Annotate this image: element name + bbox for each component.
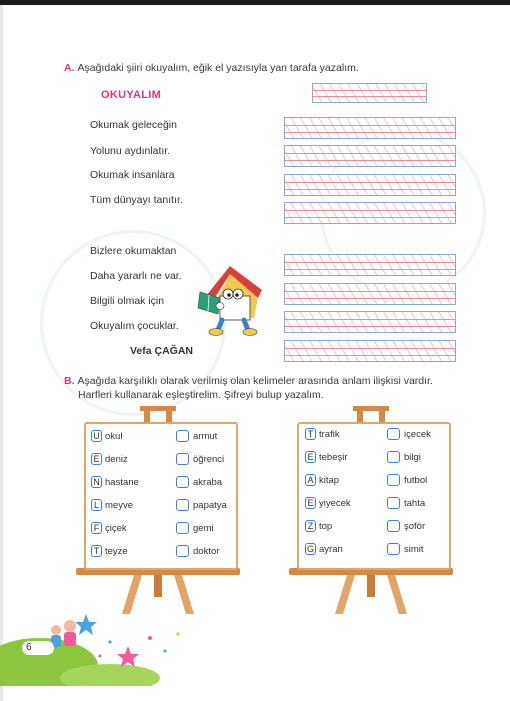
word-label: hastane	[105, 476, 139, 488]
poem-author: Vefa ÇAĞAN	[130, 345, 194, 357]
match-item-left	[91, 544, 128, 558]
section-b-title	[64, 374, 433, 388]
section-a-title	[64, 61, 359, 75]
answer-box[interactable]	[176, 545, 189, 557]
word-label: doktor	[193, 545, 220, 557]
letter-box[interactable]: A	[305, 474, 316, 486]
writing-box[interactable]	[284, 254, 456, 276]
answer-box[interactable]	[176, 453, 189, 465]
match-item-right	[387, 542, 424, 556]
letter-box[interactable]: E	[91, 453, 102, 465]
writing-box[interactable]	[284, 340, 456, 362]
poem-line: Bilgili olmak için	[90, 295, 165, 307]
answer-box[interactable]	[176, 476, 189, 488]
section-b-instruction-line1: Aşağıda karşılıklı olarak verilmiş olan kelimeler arasında anlam ilişkisi vardır.	[77, 375, 433, 387]
section-b-instruction-line2: Harfleri kullanarak eşleştirelim. Şifreyi bulup yazalım.	[78, 389, 324, 401]
word-label: simit	[404, 543, 424, 555]
answer-box[interactable]	[387, 520, 400, 532]
match-item-right	[176, 498, 227, 512]
match-item-left	[91, 452, 128, 466]
word-label: içecek	[404, 428, 431, 440]
poem-line: Okuyalım çocuklar.	[90, 320, 179, 332]
word-label: trafik	[319, 428, 340, 440]
word-label: armut	[193, 430, 218, 442]
word-label: tahta	[404, 497, 426, 509]
letter-box[interactable]: L	[91, 499, 102, 511]
word-label: futbol	[404, 474, 428, 486]
letter-box[interactable]: U	[91, 430, 102, 442]
word-label: öğrenci	[193, 453, 225, 465]
match-item-right	[176, 521, 214, 535]
answer-box[interactable]	[387, 451, 400, 463]
match-item-left	[305, 542, 343, 556]
match-item-left	[91, 475, 139, 489]
section-a-instruction: Aşağıdaki şiiri okuyalım, eğik el yazısıyla yan tarafa yazalım.	[77, 62, 359, 74]
word-label: kitap	[319, 474, 340, 486]
match-item-right	[387, 473, 427, 487]
answer-box[interactable]	[176, 430, 189, 442]
match-item-right	[176, 475, 222, 489]
match-item-left	[305, 427, 340, 441]
writing-box[interactable]	[284, 311, 456, 333]
word-label: top	[319, 520, 333, 532]
answer-box[interactable]	[176, 499, 189, 511]
match-item-left	[305, 519, 332, 533]
match-item-right	[176, 429, 217, 443]
title-writing-box[interactable]	[312, 83, 427, 103]
scan-top-edge	[0, 0, 510, 5]
writing-box[interactable]	[284, 117, 456, 139]
match-item-right	[387, 519, 425, 533]
match-item-left	[305, 496, 351, 510]
answer-box[interactable]	[176, 522, 189, 534]
word-label: yiyecek	[319, 497, 351, 509]
poem-line: Bizlere okumaktan	[90, 245, 177, 257]
section-b-letter: B.	[64, 375, 75, 387]
match-item-left	[91, 498, 133, 512]
poem-line: Okumak geleceğin	[90, 119, 177, 131]
section-a-letter: A.	[64, 62, 75, 74]
letter-box[interactable]: Z	[305, 520, 316, 532]
word-label: ayran	[319, 543, 343, 555]
word-label: çiçek	[105, 522, 127, 534]
book-mascot-illustration	[196, 262, 268, 338]
letter-box[interactable]: F	[91, 522, 102, 534]
match-item-right	[387, 496, 425, 510]
letter-box[interactable]: N	[91, 476, 102, 488]
answer-box[interactable]	[387, 543, 400, 555]
word-label: tebeşir	[319, 451, 348, 463]
writing-box[interactable]	[284, 202, 456, 224]
word-label: gemi	[193, 522, 214, 534]
letter-box[interactable]: T	[91, 545, 102, 557]
match-item-left	[91, 429, 122, 443]
word-label: okul	[105, 430, 123, 442]
poem-line: Okumak insanlara	[90, 169, 175, 181]
match-item-right	[387, 427, 431, 441]
word-label: şoför	[404, 520, 426, 532]
writing-box[interactable]	[284, 283, 456, 305]
letter-box[interactable]: E	[305, 451, 316, 463]
word-label: bilgi	[404, 451, 421, 463]
answer-box[interactable]	[387, 428, 400, 440]
match-item-right	[176, 452, 224, 466]
letter-box[interactable]: G	[306, 544, 314, 554]
word-label: deniz	[105, 453, 128, 465]
answer-box[interactable]	[387, 497, 400, 509]
letter-box[interactable]: E	[305, 497, 316, 509]
poem-line: Yolunu aydınlatır.	[90, 145, 171, 157]
match-item-left	[305, 450, 348, 464]
writing-box[interactable]	[284, 174, 456, 196]
poem-title: OKUYALIM	[101, 89, 162, 101]
page-number: 6	[22, 641, 54, 655]
poem-line: Tüm dünyayı tanıtır.	[90, 194, 183, 206]
answer-box[interactable]	[387, 474, 400, 486]
writing-box[interactable]	[284, 145, 456, 167]
word-label: meyve	[105, 499, 133, 511]
word-label: papatya	[193, 499, 227, 511]
word-label: teyze	[105, 545, 128, 557]
letter-box[interactable]: T	[305, 428, 316, 440]
match-item-left	[305, 473, 339, 487]
poem-line: Daha yararlı ne var.	[90, 270, 182, 282]
match-item-right	[176, 544, 219, 558]
word-label: akraba	[193, 476, 223, 488]
match-item-left	[91, 521, 127, 535]
match-item-right	[387, 450, 421, 464]
